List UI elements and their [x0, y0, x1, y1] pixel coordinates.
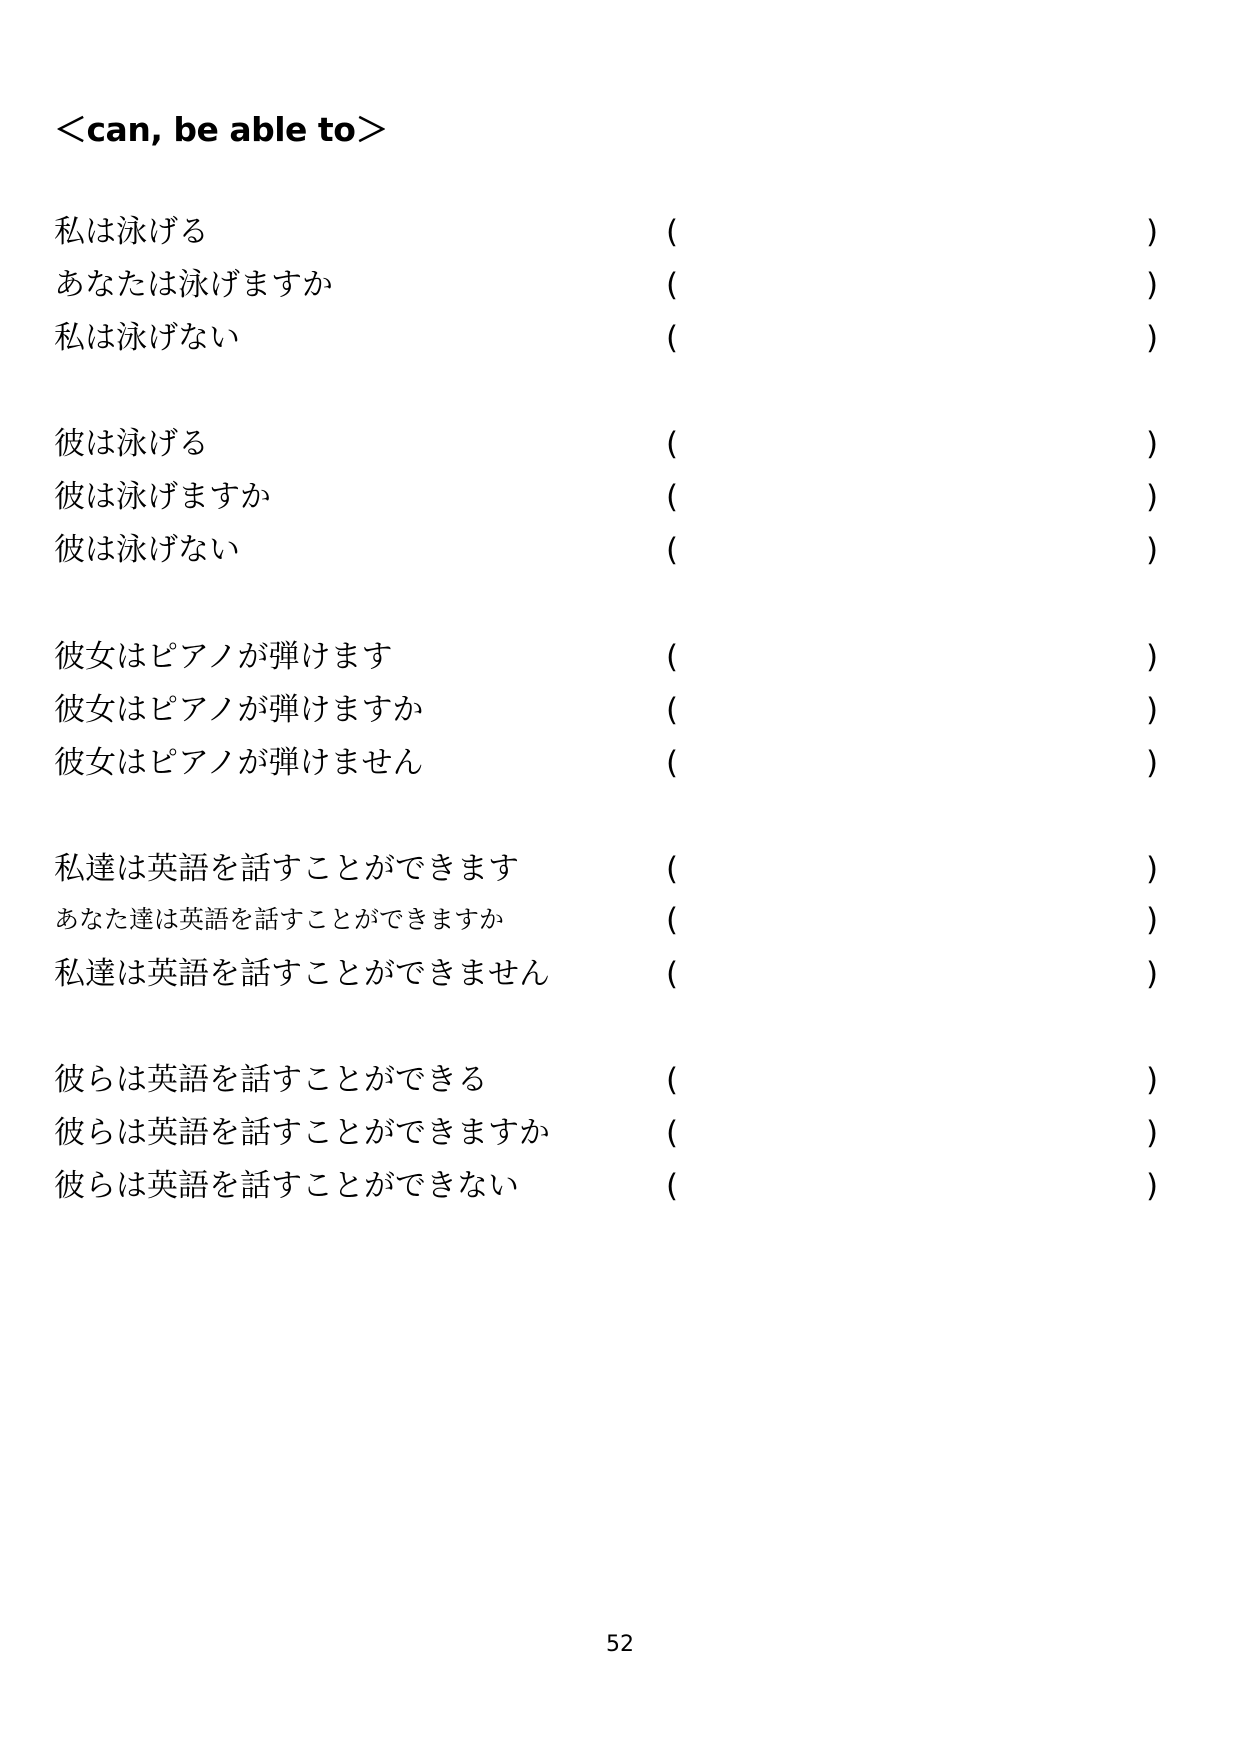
exercise-row — [0, 847, 1240, 891]
close-paren: ) — [1146, 479, 1159, 515]
prompt-text: 彼は泳げる — [54, 426, 209, 462]
close-paren: ) — [1146, 851, 1159, 887]
close-paren: ) — [1146, 745, 1159, 781]
page-title: ＜can, be able to＞ — [54, 110, 388, 149]
exercise-row — [0, 952, 1240, 996]
open-paren: ( — [666, 692, 679, 728]
close-paren: ) — [1146, 320, 1159, 356]
exercise-row — [0, 528, 1240, 572]
prompt-text: 私は泳げる — [54, 214, 209, 250]
open-paren: ( — [666, 956, 679, 992]
answer-field[interactable] — [692, 1115, 1132, 1151]
exercise-row — [0, 263, 1240, 307]
close-paren: ) — [1146, 267, 1159, 303]
close-paren: ) — [1146, 214, 1159, 250]
prompt-text: 彼らは英語を話すことができる — [54, 1062, 488, 1098]
prompt-text: 彼らは英語を話すことができない — [54, 1168, 519, 1204]
open-paren: ( — [666, 639, 679, 675]
close-paren: ) — [1146, 1168, 1159, 1204]
answer-field[interactable] — [692, 426, 1132, 462]
page-number: 52 — [606, 1632, 634, 1657]
close-paren: ) — [1146, 639, 1159, 675]
prompt-text: あなた達は英語を話すことができますか — [54, 905, 505, 934]
close-paren: ) — [1146, 1115, 1159, 1151]
exercise-row — [0, 422, 1240, 466]
prompt-text: 彼女はピアノが弾けます — [54, 639, 393, 675]
prompt-text: 彼女はピアノが弾けますか — [54, 692, 424, 728]
close-paren: ) — [1146, 902, 1159, 938]
close-paren: ) — [1146, 956, 1159, 992]
prompt-text: 彼は泳げない — [54, 532, 240, 568]
open-paren: ( — [666, 532, 679, 568]
answer-field[interactable] — [692, 214, 1132, 250]
exercise-row — [0, 635, 1240, 679]
exercise-row — [0, 1111, 1240, 1155]
answer-field[interactable] — [692, 1062, 1132, 1098]
answer-field[interactable] — [692, 479, 1132, 515]
prompt-text: 私達は英語を話すことができます — [54, 851, 519, 887]
answer-field[interactable] — [692, 532, 1132, 568]
prompt-text: 私は泳げない — [54, 320, 240, 356]
exercise-row — [0, 210, 1240, 254]
open-paren: ( — [666, 426, 679, 462]
close-paren: ) — [1146, 1062, 1159, 1098]
answer-field[interactable] — [692, 320, 1132, 356]
close-paren: ) — [1146, 426, 1159, 462]
exercise-row — [0, 1164, 1240, 1208]
exercise-row — [0, 316, 1240, 360]
exercise-row — [0, 1058, 1240, 1102]
open-paren: ( — [666, 320, 679, 356]
exercise-row — [0, 475, 1240, 519]
open-paren: ( — [666, 479, 679, 515]
open-paren: ( — [666, 267, 679, 303]
answer-field[interactable] — [692, 745, 1132, 781]
answer-field[interactable] — [692, 1168, 1132, 1204]
answer-field[interactable] — [692, 692, 1132, 728]
exercise-row — [0, 898, 1240, 942]
open-paren: ( — [666, 1168, 679, 1204]
answer-field[interactable] — [692, 639, 1132, 675]
open-paren: ( — [666, 1115, 679, 1151]
answer-field[interactable] — [692, 851, 1132, 887]
exercise-row — [0, 741, 1240, 785]
open-paren: ( — [666, 214, 679, 250]
open-paren: ( — [666, 851, 679, 887]
answer-field[interactable] — [692, 956, 1132, 992]
prompt-text: 私達は英語を話すことができません — [54, 956, 550, 992]
prompt-text: 彼は泳げますか — [54, 479, 271, 515]
open-paren: ( — [666, 745, 679, 781]
exercise-row — [0, 688, 1240, 732]
open-paren: ( — [666, 902, 679, 938]
answer-field[interactable] — [692, 902, 1132, 938]
open-paren: ( — [666, 1062, 679, 1098]
prompt-text: 彼らは英語を話すことができますか — [54, 1115, 550, 1151]
prompt-text: 彼女はピアノが弾けません — [54, 745, 424, 781]
answer-field[interactable] — [692, 267, 1132, 303]
close-paren: ) — [1146, 532, 1159, 568]
prompt-text: あなたは泳げますか — [54, 267, 333, 303]
close-paren: ) — [1146, 692, 1159, 728]
